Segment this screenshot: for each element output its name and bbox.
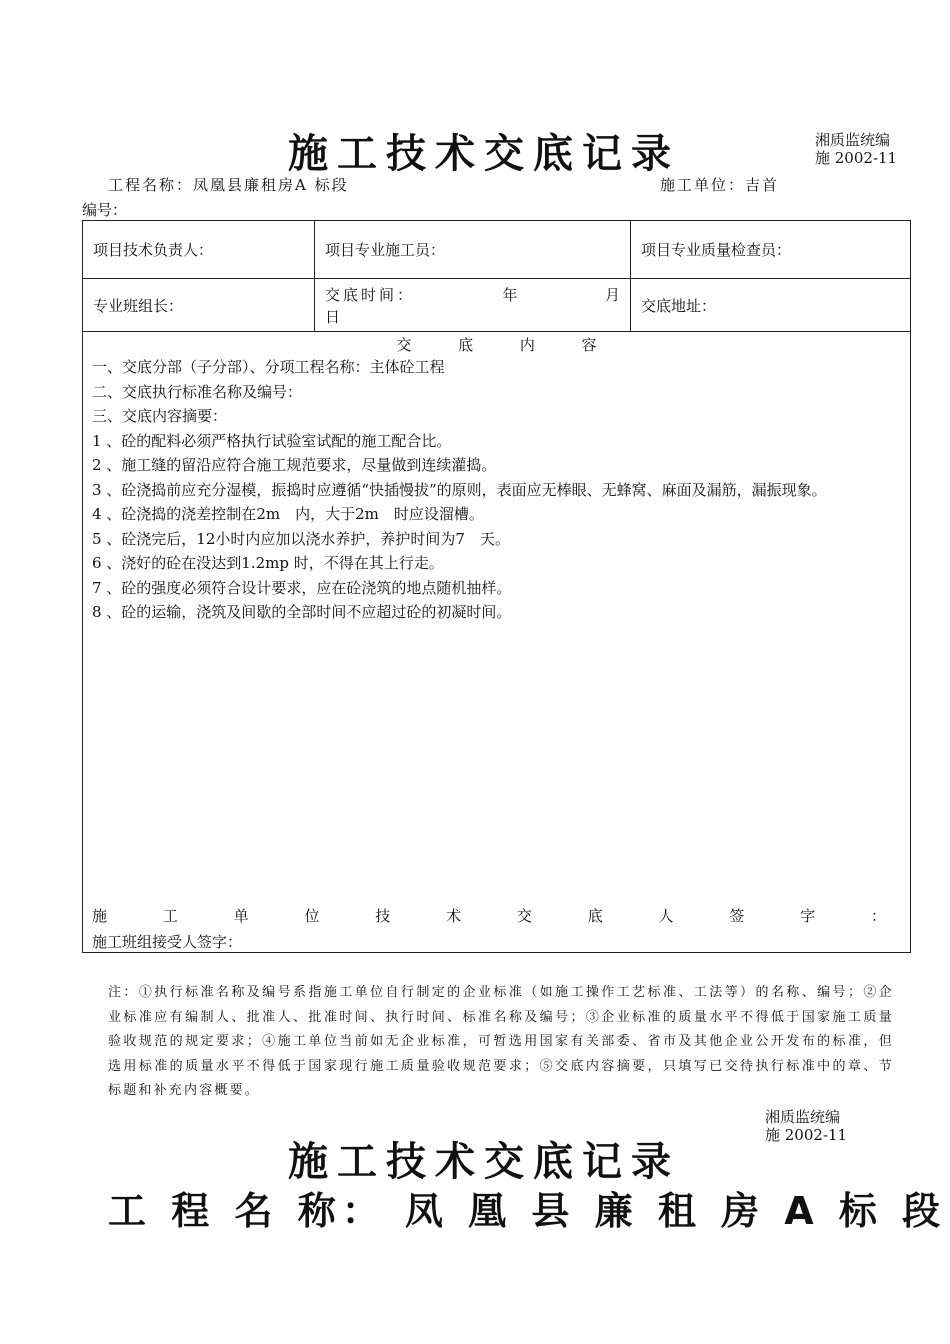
content-header-char: 交: [396, 336, 412, 354]
content-header-char: 内: [519, 336, 535, 354]
year-label: 年: [502, 286, 518, 304]
content-line: 3 、砼浇捣前应充分湿模，振捣时应遵循“快插慢拔”的原则，表面应无棒眼、无蜂窝、麻面及漏筋，漏振现象。: [92, 480, 827, 499]
time-label: 交底时间：: [325, 286, 416, 304]
number-label: 编号：: [82, 201, 128, 219]
handover-time-cell[interactable]: [315, 279, 631, 332]
form-code-line2: 施 2002-11: [815, 149, 898, 167]
record-table: [82, 220, 911, 953]
team-receiver-signature: 施工班组接受人签字：: [92, 933, 243, 951]
content-line: 8 、砼的运输，浇筑及间歇的全部时间不应超过砼的初凝时间。: [92, 603, 512, 621]
signature-char: 字: [800, 907, 816, 925]
address-cell[interactable]: [631, 279, 911, 332]
footnote: 注：①执行标准名称及编号系指施工单位自行制定的企业标准（如施工操作工艺标准、工法等）的名称、编号；②企业标准应有编制人、批准人、批准时间、执行时间、标准名称及编号；③企业标准的质量水平不得低于国家施工质量验收规范的规定要求；④施工单位当前如无企业标准，可暂选用国家有关部委、省市及其他企业公开发布的标准，但选用标准的质量水平不得低于国家现行施工质量验收规范要求；⑤交底内容摘要，只填写已交待执行标准中的章、节标题和补充内容概要。: [108, 985, 894, 1098]
signature-char: 签: [729, 907, 745, 925]
content-line: 7 、砼的强度必须符合设计要求，应在砼浇筑的地点随机抽样。: [92, 578, 512, 597]
signature-char: 交: [516, 907, 532, 925]
signature-char: 技: [375, 907, 391, 925]
content-line: 二、交底执行标准名称及编号：: [92, 382, 303, 401]
content-header-char: 容: [581, 336, 597, 354]
day-label: 日: [325, 308, 341, 326]
page-title: 施工技术交底记录: [288, 131, 680, 177]
signature-char: 术: [446, 907, 462, 925]
month-label: 月: [604, 286, 620, 304]
content-header-char: 底: [458, 336, 474, 354]
construction-unit-label: 施工单位：吉首: [660, 176, 780, 194]
content-line: 1 、砼的配料必须严格执行试验室试配的施工配合比。: [92, 431, 452, 450]
signature-char: ：: [870, 907, 886, 925]
content-line: 4 、砼浇捣的浇差控制在2m 内，大于2m 时应设溜槽。: [92, 505, 484, 523]
signature-char: 人: [658, 907, 674, 925]
tech-leader-label: 项目技术负责人：: [93, 241, 214, 259]
team-leader-cell[interactable]: [83, 279, 315, 332]
project-name-label: 工程名称：凤凰县廉租房A 标段: [108, 176, 349, 194]
constructor-cell[interactable]: [315, 221, 631, 279]
quality-inspector-cell[interactable]: [631, 221, 911, 279]
footer-project-name: 工 程 名 称： 凤 凰 县 廉 租 房 A 标 段: [108, 1189, 947, 1233]
constructor-label: 项目专业施工员：: [325, 241, 446, 259]
table-row: [83, 221, 911, 279]
tech-leader-cell[interactable]: [83, 221, 315, 279]
table-row: [83, 332, 911, 953]
content-line: 三、交底内容摘要：: [92, 407, 228, 425]
content-cell[interactable]: [83, 332, 911, 953]
table-row: [83, 279, 911, 332]
signature-char: 工: [162, 907, 178, 925]
content-line: 5 、砼浇完后，12小时内应加以浇水养护，养护时间为7 天。: [92, 529, 510, 548]
content-header: [397, 334, 597, 355]
content-body: [83, 355, 910, 625]
form-code: [815, 131, 897, 167]
footer-form-code-line2: 施 2002-11: [765, 1126, 848, 1144]
signature-char: 位: [304, 907, 320, 925]
footer-form-code-line1: 湘质监统编: [765, 1108, 841, 1126]
construction-signature-line: [92, 905, 886, 926]
content-line: 6 、浇好的砼在没达到1.2mp 时，不得在其上行走。: [92, 554, 444, 572]
footer-title: 施工技术交底记录: [288, 1139, 680, 1185]
form-code-line1: 湘质监统编: [815, 131, 891, 149]
signature-char: 施: [92, 907, 108, 925]
content-line: 一、交底分部（子分部）、分项工程名称：主体砼工程: [92, 358, 445, 376]
footer-form-code: [765, 1108, 847, 1144]
signature-char: 单: [233, 907, 249, 925]
content-line: 2 、施工缝的留沿应符合施工规范要求，尽量做到连续灌捣。: [92, 456, 497, 474]
quality-inspector-label: 项目专业质量检查员：: [641, 241, 792, 259]
team-leader-label: 专业班组长：: [93, 296, 184, 315]
address-label: 交底地址：: [641, 296, 717, 315]
signature-char: 底: [587, 907, 603, 925]
